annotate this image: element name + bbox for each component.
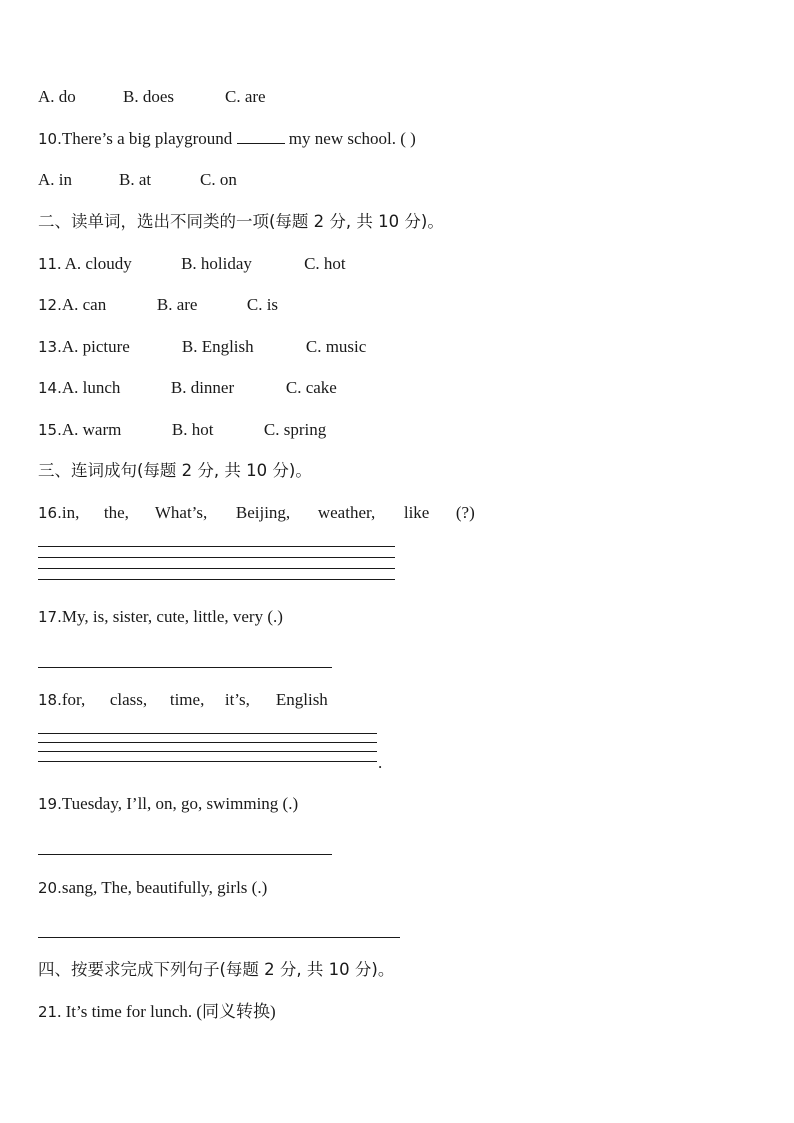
q10-option-a: A. in	[38, 170, 72, 189]
q15-row	[38, 419, 326, 441]
q10-options	[38, 169, 237, 191]
q18-answer-line[interactable]	[38, 733, 377, 734]
q16-word: What’s,	[154, 503, 208, 522]
q12-option-b: B. are	[156, 295, 198, 314]
q12-option-c: C. is	[246, 295, 279, 314]
q18-word: class,	[109, 690, 148, 709]
q17-number: 17.	[38, 608, 62, 626]
q16-punctuation: (?)	[455, 503, 475, 522]
q13-option-c: C. music	[305, 337, 367, 356]
q21-row	[38, 1001, 276, 1023]
q11-option-a: . A. cloudy	[57, 254, 132, 273]
q16-word: in,	[61, 503, 80, 522]
q9-option-a: A. do	[38, 87, 76, 106]
q16-answer-line[interactable]	[38, 546, 395, 547]
q9-options	[38, 86, 266, 108]
q16-word: the,	[103, 503, 129, 522]
section-3-heading: 三、连词成句(每题 2 分, 共 10 分)。	[38, 461, 312, 480]
q11-number: 11	[38, 255, 58, 273]
q10-text-after: my new school. ( )	[284, 129, 416, 148]
q14-option-b: B. dinner	[170, 378, 235, 397]
section-4-heading: 四、按要求完成下列句子(每题 2 分, 共 10 分)。	[38, 960, 395, 979]
q18-word: English	[275, 690, 328, 709]
q11-option-b: B. holiday	[181, 254, 252, 273]
q11-option-c: C. hot	[304, 254, 346, 273]
q9-option-c: C. are	[225, 87, 266, 106]
q15-option-b: B. hot	[171, 420, 214, 439]
q19-number: 19.	[38, 795, 62, 813]
q13-option-a: A. picture	[61, 337, 130, 356]
q17-words: My, is, sister, cute, little, very (.)	[61, 607, 283, 626]
q21-number: 21	[38, 1003, 58, 1021]
q16-answer-line[interactable]	[38, 557, 395, 558]
q16-word: weather,	[317, 503, 376, 522]
q10-text-before: There’s a big playground	[61, 129, 237, 148]
q16-answer-line[interactable]	[38, 568, 395, 569]
q19-words: Tuesday, I’ll, on, go, swimming (.)	[61, 794, 299, 813]
q20-answer-line[interactable]	[38, 937, 400, 938]
q15-option-c: C. spring	[263, 420, 327, 439]
q16-answer-line[interactable]	[38, 579, 395, 580]
q13-number: 13.	[38, 338, 62, 356]
q18-word: time,	[169, 690, 205, 709]
q20-row	[38, 877, 267, 899]
q9-option-b: B. does	[123, 87, 174, 106]
q17-answer-line[interactable]	[38, 667, 332, 668]
q13-row	[38, 336, 366, 358]
section-2-heading: 二、读单词，选出不同类的一项(每题 2 分, 共 10 分)。	[38, 212, 444, 231]
q12-row	[38, 294, 278, 316]
q18-word: it’s,	[224, 690, 250, 709]
q15-option-a: A. warm	[61, 420, 122, 439]
q18-answer-line[interactable]	[38, 761, 377, 762]
q10-stem	[38, 128, 416, 150]
q17-row	[38, 606, 283, 628]
q10-option-b: B. at	[119, 170, 152, 189]
q19-answer-line[interactable]	[38, 854, 332, 855]
q16-number: 16.	[38, 504, 62, 522]
q12-option-a: A. can	[61, 295, 107, 314]
q12-number: 12.	[38, 296, 62, 314]
q16-word: like	[403, 503, 430, 522]
q11-row	[38, 253, 346, 275]
q16-row	[38, 502, 475, 524]
q20-words: sang, The, beautifully, girls (.)	[61, 878, 268, 897]
q18-word: for,	[61, 690, 86, 709]
q10-blank[interactable]	[237, 129, 285, 144]
q14-option-a: A. lunch	[61, 378, 121, 397]
q19-row	[38, 793, 298, 815]
q18-answer-line[interactable]	[38, 742, 377, 743]
q10-option-c: C. on	[200, 170, 237, 189]
q18-row	[38, 689, 328, 711]
q14-row	[38, 377, 337, 399]
q18-answer-line[interactable]	[38, 751, 377, 752]
q21-text: . It’s time for lunch. (同义转换)	[57, 1002, 276, 1021]
q14-number: 14.	[38, 379, 62, 397]
q18-end-mark: .	[378, 753, 383, 772]
q20-number: 20.	[38, 879, 62, 897]
q10-number: 10.	[38, 130, 62, 148]
q13-option-b: B. English	[181, 337, 254, 356]
q16-word: Beijing,	[235, 503, 291, 522]
q18-number: 18.	[38, 691, 62, 709]
q15-number: 15.	[38, 421, 62, 439]
q14-option-c: C. cake	[285, 378, 337, 397]
